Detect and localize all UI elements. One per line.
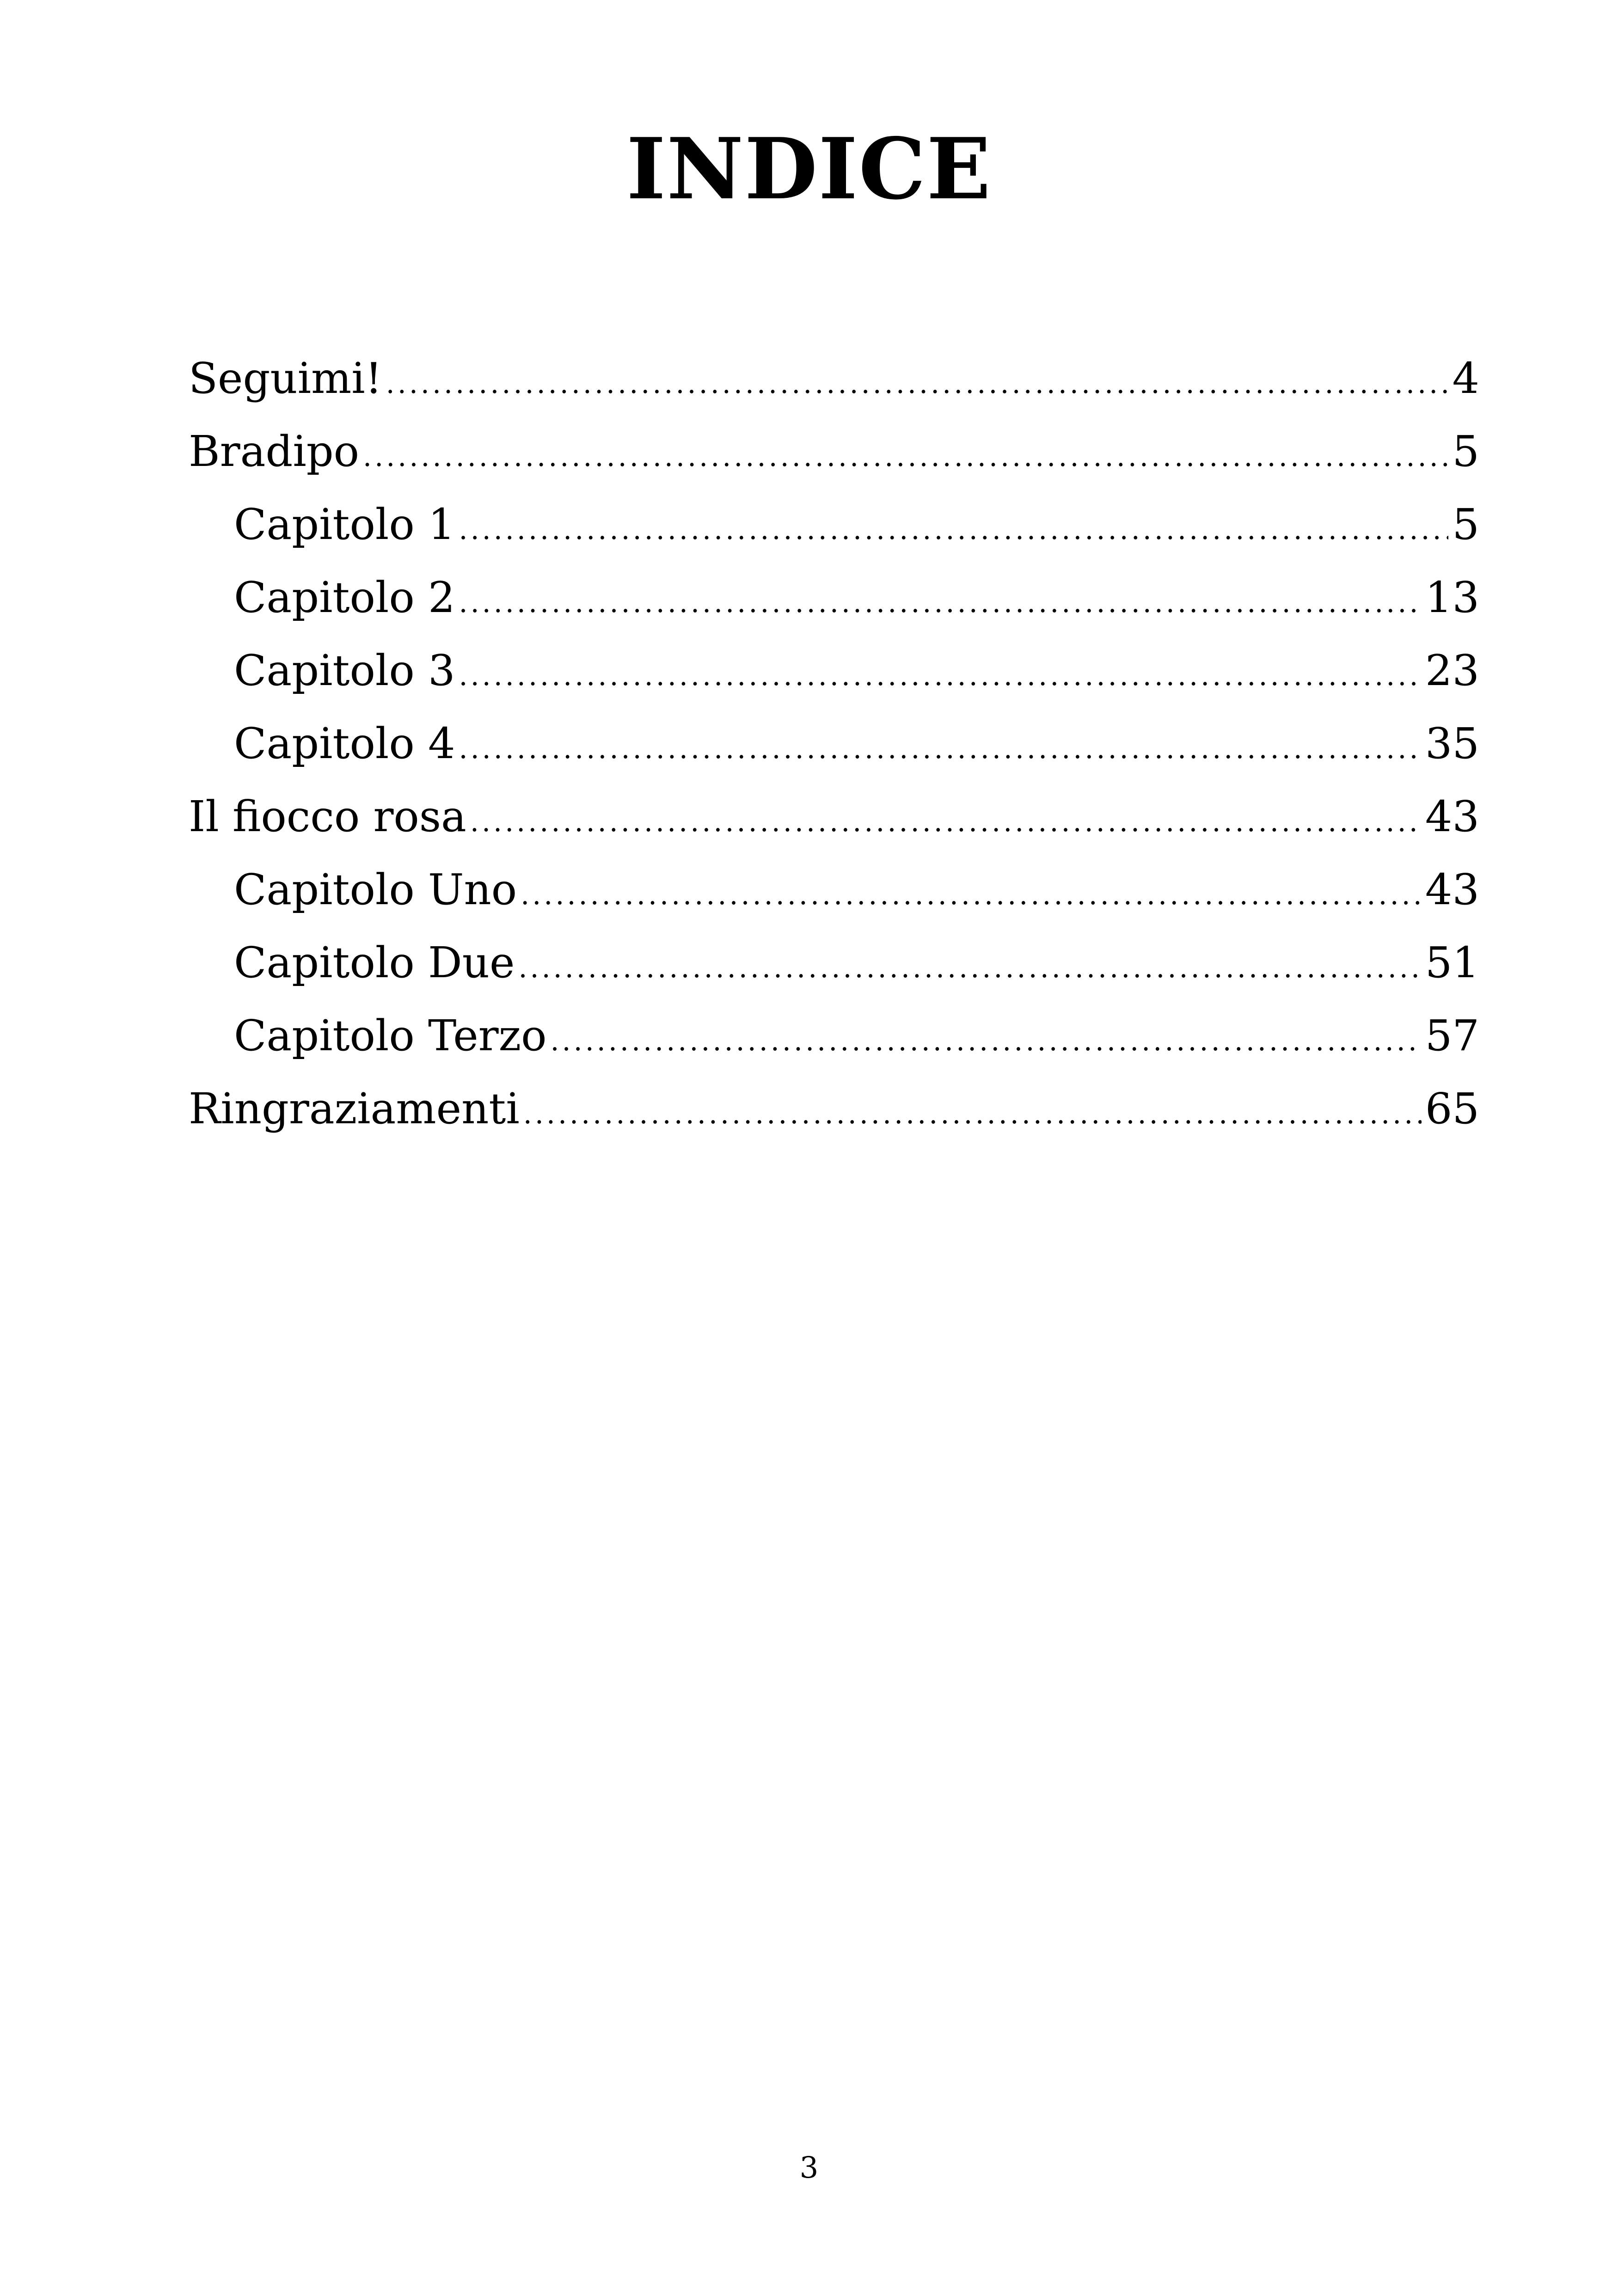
toc-entry-capitolo-1[interactable] <box>189 488 1479 561</box>
toc-entry-label: Capitolo 2 <box>234 573 455 622</box>
toc-entry-bradipo[interactable] <box>189 415 1479 488</box>
toc-entry-label: Bradipo <box>189 427 360 476</box>
toc-entry-page: 4 <box>1452 354 1479 403</box>
toc-entry-page: 23 <box>1425 646 1479 695</box>
toc-dot-leader <box>459 493 1449 566</box>
page-title: INDICE <box>626 119 992 218</box>
toc-dot-leader <box>470 785 1422 858</box>
toc-entry-page: 5 <box>1452 500 1479 549</box>
toc-entry-page: 35 <box>1425 719 1479 768</box>
toc-entry-page: 51 <box>1425 938 1479 987</box>
toc-entry-page: 57 <box>1425 1011 1479 1060</box>
toc-dot-leader <box>363 420 1448 493</box>
toc-entry-capitolo-terzo[interactable] <box>189 999 1479 1072</box>
toc-entry-capitolo-4[interactable] <box>189 707 1479 780</box>
toc-dot-leader <box>521 858 1422 931</box>
toc-entry-page: 5 <box>1452 427 1479 476</box>
page-number: 3 <box>799 2151 819 2185</box>
toc-entry-seguimi[interactable] <box>189 342 1479 415</box>
toc-entry-label: Capitolo Due <box>234 938 515 987</box>
toc-entry-label: Capitolo 1 <box>234 500 455 549</box>
toc-dot-leader <box>459 712 1422 785</box>
toc-entry-label: Seguimi! <box>189 354 382 403</box>
toc-entry-capitolo-3[interactable] <box>189 634 1479 707</box>
toc-entry-capitolo-due[interactable] <box>189 926 1479 999</box>
toc-dot-leader <box>386 347 1449 420</box>
toc-entry-label: Capitolo 4 <box>234 719 455 768</box>
table-of-contents <box>189 342 1479 1145</box>
toc-entry-label: Il fiocco rosa <box>189 792 466 841</box>
toc-entry-il-fiocco-rosa[interactable] <box>189 780 1479 853</box>
toc-dot-leader <box>459 566 1422 639</box>
toc-entry-label: Capitolo Terzo <box>234 1011 547 1060</box>
toc-entry-page: 43 <box>1425 792 1479 841</box>
toc-entry-page: 65 <box>1425 1084 1479 1133</box>
toc-entry-label: Capitolo 3 <box>234 646 455 695</box>
toc-entry-capitolo-uno[interactable] <box>189 853 1479 926</box>
toc-entry-page: 13 <box>1425 573 1479 622</box>
toc-dot-leader <box>459 639 1422 712</box>
toc-dot-leader <box>518 931 1421 1004</box>
toc-entry-ringraziamenti[interactable] <box>189 1072 1479 1145</box>
toc-entry-capitolo-2[interactable] <box>189 561 1479 634</box>
toc-entry-label: Capitolo Uno <box>234 865 517 914</box>
toc-dot-leader <box>550 1004 1421 1078</box>
toc-entry-page: 43 <box>1425 865 1479 914</box>
toc-entry-label: Ringraziamenti <box>189 1084 520 1133</box>
toc-dot-leader <box>523 1078 1422 1151</box>
